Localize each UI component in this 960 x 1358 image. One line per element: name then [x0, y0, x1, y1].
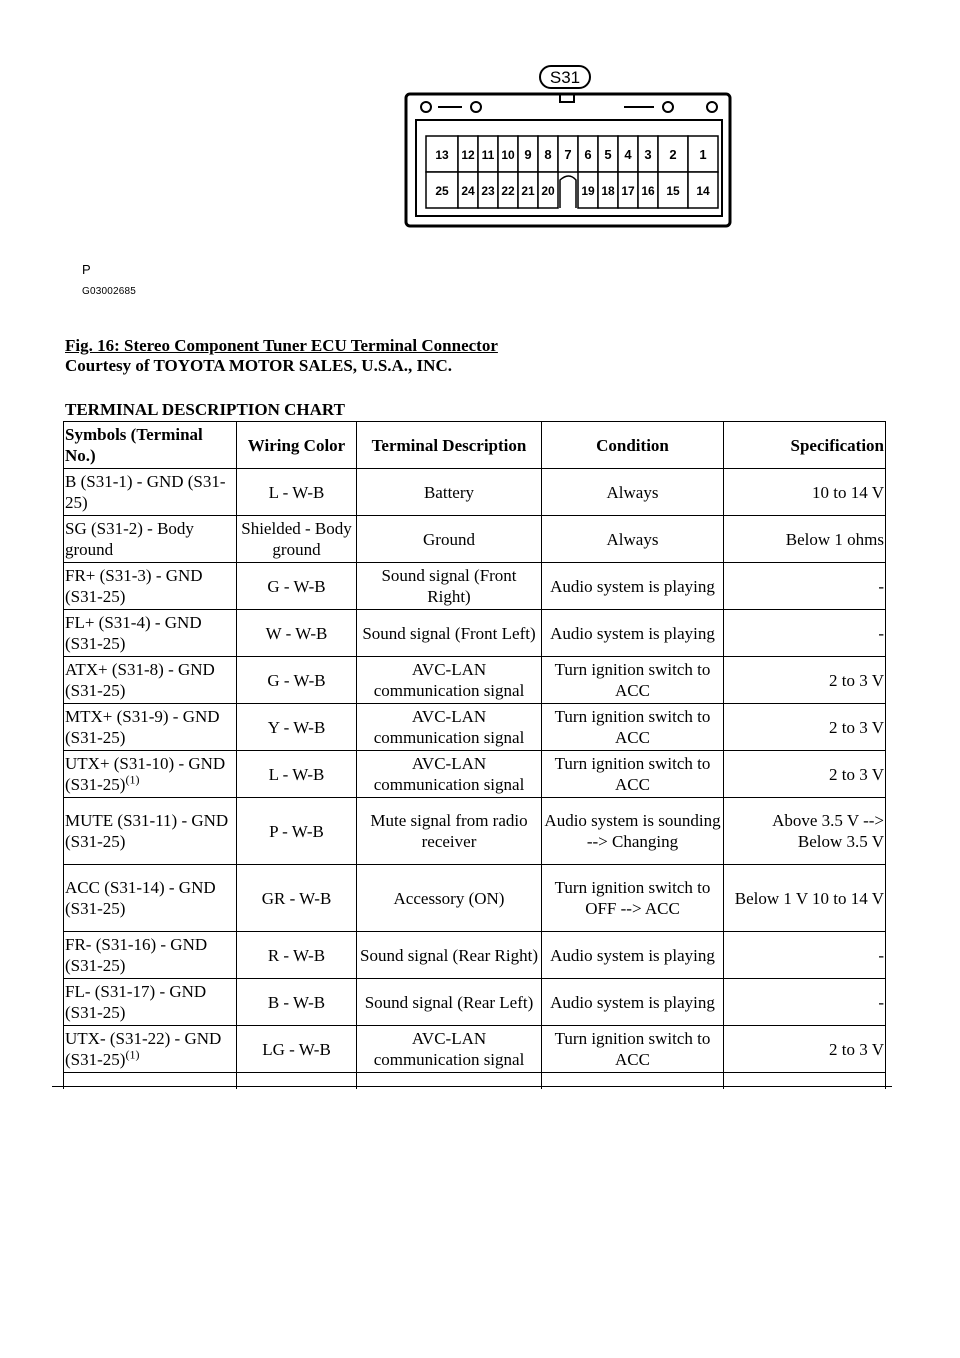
table-row [64, 516, 886, 563]
pin-number: 8 [544, 147, 552, 162]
cell-wiring-color [237, 932, 357, 979]
cell-wiring-color-text: W - W-B [265, 623, 328, 643]
cell-specification-text: 2 to 3 V [829, 764, 884, 784]
cell-wiring-color-text: P - W-B [269, 821, 324, 841]
cell-condition [542, 865, 724, 932]
header-specification: Specification [724, 422, 886, 469]
cell-wiring-color-text: L - W-B [268, 482, 325, 502]
cell-description [357, 563, 542, 610]
pin-number: 6 [584, 147, 592, 162]
cell-wiring-color [237, 1026, 357, 1073]
footnote-marker: (1) [125, 772, 140, 787]
table-row [64, 751, 886, 798]
table-header-row [64, 422, 886, 469]
cell-symbol-text: FL+ (S31-4) - GND (S31-25) [65, 613, 202, 653]
cell-symbol-text: FR- (S31-16) - GND (S31-25) [65, 935, 208, 975]
cell-description [357, 657, 542, 704]
cell-wiring-color-text: Shielded - Body ground [241, 519, 352, 559]
cell-condition-text: Turn ignition switch to ACC [554, 660, 711, 700]
cell-description-text: Sound signal (Rear Left) [364, 992, 534, 1012]
cell-specification [724, 704, 886, 751]
figure-caption[interactable]: Fig. 16: Stereo Component Tuner ECU Terminal Connector [65, 336, 498, 355]
cell-description [357, 798, 542, 865]
cell-symbol [64, 751, 237, 798]
cell-wiring-color-text: R - W-B [267, 945, 326, 965]
cell-wiring-color [237, 979, 357, 1026]
figure-letter: P [82, 262, 91, 277]
cell-condition-text: Audio system is playing [550, 623, 715, 643]
pin-number: 13 [435, 148, 449, 162]
cell-description [357, 704, 542, 751]
cell-symbol-text: B (S31-1) - GND (S31-25) [65, 472, 226, 512]
figure-code: G03002685 [82, 286, 137, 297]
cell-condition-text: Turn ignition switch to ACC [554, 1029, 711, 1069]
cell-description-text: Mute signal from radio receiver [370, 811, 528, 851]
cell-description [357, 932, 542, 979]
pin-number: 1 [699, 147, 707, 162]
pin-number: 21 [521, 184, 535, 198]
pin-number: 19 [581, 184, 595, 198]
pin-number: 16 [641, 184, 655, 198]
cell-specification [724, 657, 886, 704]
cell-description [357, 610, 542, 657]
cell-wiring-color [237, 865, 357, 932]
table-row [64, 1026, 886, 1073]
cell-symbol-text: UTX- (S31-22) - GND (S31-25) [65, 1029, 222, 1069]
cell-specification [724, 469, 886, 516]
header-symbols: Symbols (Terminal No.) [64, 422, 237, 469]
cell-condition [542, 1026, 724, 1073]
cell-symbol [64, 563, 237, 610]
cell-wiring-color [237, 798, 357, 865]
cell-symbol [64, 979, 237, 1026]
cell-symbol [64, 932, 237, 979]
pin-number: 17 [621, 184, 635, 198]
cell-description-text: AVC-LAN communication signal [373, 707, 525, 747]
cell-condition [542, 469, 724, 516]
table-row [64, 798, 886, 865]
pin-number: 24 [461, 184, 475, 198]
cell-condition [542, 798, 724, 865]
pin-number: 22 [501, 184, 515, 198]
header-wiring-color: Wiring Color [237, 422, 357, 469]
cell-specification-text: - [878, 576, 884, 596]
cell-description-text: Sound signal (Front Left) [362, 623, 536, 643]
cell-symbol [64, 610, 237, 657]
cell-description-text: Battery [423, 482, 475, 502]
cell-wiring-color-text: Y - W-B [267, 717, 326, 737]
cell-condition-text: Audio system is playing [550, 576, 715, 596]
pin-number: 5 [604, 147, 612, 162]
pin-number: 25 [435, 184, 449, 198]
cell-specification [724, 798, 886, 865]
cell-specification-text: 2 to 3 V [829, 1039, 884, 1059]
cell-specification [724, 1026, 886, 1073]
header-terminal-description: Terminal Description [357, 422, 542, 469]
cell-condition-text: Turn ignition switch to OFF --> ACC [554, 878, 711, 918]
cell-symbol [64, 704, 237, 751]
cell-description [357, 751, 542, 798]
cell-condition-text: Always [606, 529, 659, 549]
cell-description-text: AVC-LAN communication signal [373, 754, 525, 794]
cell-condition [542, 704, 724, 751]
cell-specification [724, 610, 886, 657]
cell-symbol [64, 798, 237, 865]
cell-description [357, 979, 542, 1026]
cell-description-text: Ground [423, 529, 475, 549]
cell-description-text: Sound signal (Front Right) [381, 566, 517, 606]
cell-wiring-color [237, 516, 357, 563]
cell-description-text: AVC-LAN communication signal [373, 660, 525, 700]
cell-symbol-text: FL- (S31-17) - GND (S31-25) [65, 982, 207, 1022]
pin-number: 10 [501, 148, 515, 162]
pin-number: 3 [644, 147, 652, 162]
pin-number: 14 [696, 184, 710, 198]
pin-number: 20 [541, 184, 555, 198]
cell-description-text: Sound signal (Rear Right) [359, 945, 538, 965]
pin-number: 7 [564, 147, 572, 162]
table-row [64, 865, 886, 932]
cell-description-text: AVC-LAN communication signal [373, 1029, 525, 1069]
cell-condition-text: Turn ignition switch to ACC [554, 754, 711, 794]
cell-wiring-color [237, 704, 357, 751]
header-condition: Condition [542, 422, 724, 469]
pin-number: 9 [524, 147, 532, 162]
connector-label: S31 [549, 68, 581, 87]
cell-specification-text: Below 1 V 10 to 14 V [734, 888, 884, 908]
cell-symbol-text: MTX+ (S31-9) - GND (S31-25) [65, 707, 220, 747]
cell-specification-text: - [878, 992, 884, 1012]
cell-condition [542, 610, 724, 657]
table-row [64, 704, 886, 751]
table-row [64, 932, 886, 979]
pin-number: 11 [481, 148, 495, 162]
table-row [64, 979, 886, 1026]
cell-condition [542, 563, 724, 610]
cell-wiring-color-text: B - W-B [267, 992, 326, 1012]
cell-condition [542, 751, 724, 798]
cell-symbol-text: SG (S31-2) - Body ground [65, 519, 194, 559]
cell-wiring-color [237, 657, 357, 704]
cell-wiring-color [237, 610, 357, 657]
cell-description [357, 865, 542, 932]
cell-symbol-text: MUTE (S31-11) - GND (S31-25) [65, 811, 229, 851]
cell-symbol-text: ACC (S31-14) - GND (S31-25) [65, 878, 216, 918]
cell-condition [542, 516, 724, 563]
cell-symbol-text: ATX+ (S31-8) - GND (S31-25) [65, 660, 215, 700]
cell-condition-text: Always [606, 482, 659, 502]
cell-condition-text: Turn ignition switch to ACC [554, 707, 711, 747]
cell-description [357, 1026, 542, 1073]
cell-specification-text: Below 1 ohms [785, 529, 884, 549]
cell-specification [724, 751, 886, 798]
cell-specification-text: Above 3.5 V --> Below 3.5 V [772, 811, 884, 851]
cell-symbol [64, 1026, 237, 1073]
footnote-marker: (1) [125, 1047, 140, 1062]
cell-condition [542, 979, 724, 1026]
table-row [64, 610, 886, 657]
cell-symbol [64, 516, 237, 563]
cell-symbol-text: FR+ (S31-3) - GND (S31-25) [65, 566, 203, 606]
cell-specification-text: 2 to 3 V [829, 717, 884, 737]
cell-symbol [64, 865, 237, 932]
cell-symbol-text: UTX+ (S31-10) - GND (S31-25) [65, 754, 226, 794]
cell-condition-text: Audio system is playing [550, 992, 715, 1012]
cell-specification-text: - [878, 945, 884, 965]
chart-title: TERMINAL DESCRIPTION CHART [65, 400, 345, 419]
cell-wiring-color [237, 751, 357, 798]
cell-specification-text: - [878, 623, 884, 643]
connector-diagram [404, 64, 734, 230]
cell-wiring-color [237, 469, 357, 516]
cell-specification [724, 932, 886, 979]
figure-courtesy: Courtesy of TOYOTA MOTOR SALES, U.S.A., INC. [65, 356, 452, 375]
table-row [64, 469, 886, 516]
pin-number: 4 [624, 147, 632, 162]
terminal-description-table [63, 421, 886, 1089]
cell-wiring-color [237, 563, 357, 610]
cell-description-text: Accessory (ON) [393, 888, 505, 908]
cell-specification [724, 865, 886, 932]
cell-wiring-color-text: G - W-B [267, 576, 326, 596]
cell-symbol [64, 657, 237, 704]
cell-specification [724, 516, 886, 563]
cell-specification [724, 979, 886, 1026]
cell-wiring-color-text: G - W-B [267, 670, 326, 690]
cell-specification [724, 563, 886, 610]
cell-condition-text: Audio system is sounding --> Changing [544, 811, 721, 851]
pin-number: 23 [481, 184, 495, 198]
cell-specification-text: 2 to 3 V [829, 670, 884, 690]
pin-number: 18 [601, 184, 615, 198]
cell-condition-text: Audio system is playing [550, 945, 715, 965]
pin-number: 12 [461, 148, 475, 162]
cell-condition [542, 657, 724, 704]
table-row [64, 563, 886, 610]
cell-wiring-color-text: GR - W-B [261, 888, 332, 908]
table-row [64, 657, 886, 704]
cell-description [357, 469, 542, 516]
cell-specification-text: 10 to 14 V [812, 482, 884, 502]
cell-condition [542, 932, 724, 979]
cell-wiring-color-text: LG - W-B [262, 1039, 331, 1059]
page-divider [52, 1086, 892, 1087]
cell-description [357, 516, 542, 563]
pin-number: 15 [666, 184, 680, 198]
cell-symbol [64, 469, 237, 516]
cell-wiring-color-text: L - W-B [268, 764, 325, 784]
pin-number: 2 [669, 147, 677, 162]
